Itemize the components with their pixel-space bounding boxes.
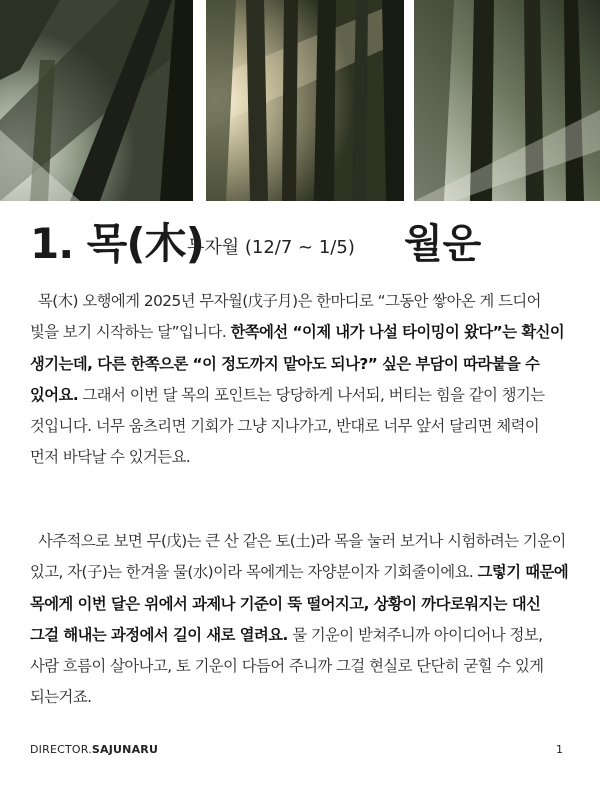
footer-credit: [30, 743, 158, 756]
page-number: 1: [556, 743, 563, 756]
footer-director-label: DIRECTOR.: [30, 743, 92, 756]
forest-photo-right: [414, 0, 600, 201]
title-monthly-fortune: 월운: [404, 221, 482, 267]
footer-brand: SAJUNARU: [91, 743, 159, 756]
header-photo-strip: [0, 0, 600, 201]
paragraph-2-highlight: 그렇기 때문에 목에게 이번 달은 위에서 과제나 기준이 뚝 떨어지고, 상황이 까다로워지는 대신 그걸 해내는 과정에서 길이 새로 열려요.: [30, 563, 569, 644]
paragraph-2-text-end: 물 기운이 받쳐주니까 아이디어나 정보, 사람 흐름이 살아나고, 토 기운이 다듬어 주니까 그걸 현실로 단단히 굳힐 수 있게 되는거죠.: [30, 625, 544, 707]
paragraph-2: [30, 526, 570, 714]
forest-photo-center: [206, 0, 404, 201]
paragraph-1-highlight: 한쪽에선 “이제 내가 나설 타이밍이 왔다”는 확신이 생기는데, 다른 한쪽으론 “이 정도까지 맡아도 되나?” 싶은 부담이 따라붙을 수 있어요.: [30, 323, 565, 404]
section-title: [30, 214, 570, 274]
paragraph-1-text-end: 그래서 이번 달 목의 포인트는 당당하게 나서되, 버티는 힘을 같이 챙기는 것입니다. 너무 움츠리면 기회가 그냥 지나가고, 반대로 너무 앞서 달리면 체력이 먼저 바닥날 수 있거든요.: [30, 385, 545, 467]
forest-photo-left: [0, 0, 193, 201]
title-main: 1. 목(木): [30, 219, 204, 268]
title-period: 무자월 (12/7 ~ 1/5): [187, 237, 355, 258]
paragraph-1-text: 목(木) 오행에게 2025년 무자월(戊子月)은 한마디로 “그동안 쌓아온 게 드디어 빛을 보기 시작하는 달”입니다.: [30, 292, 541, 342]
paragraph-2-text: 사주적으로 보면 무(戊)는 큰 산 같은 토(土)라 목을 눌러 보거나 시험하려는 기운이 있고, 자(子)는 한겨울 물(水)이라 목에게는 자양분이자 기회줄이에요.: [30, 532, 566, 582]
paragraph-1: [30, 286, 570, 474]
